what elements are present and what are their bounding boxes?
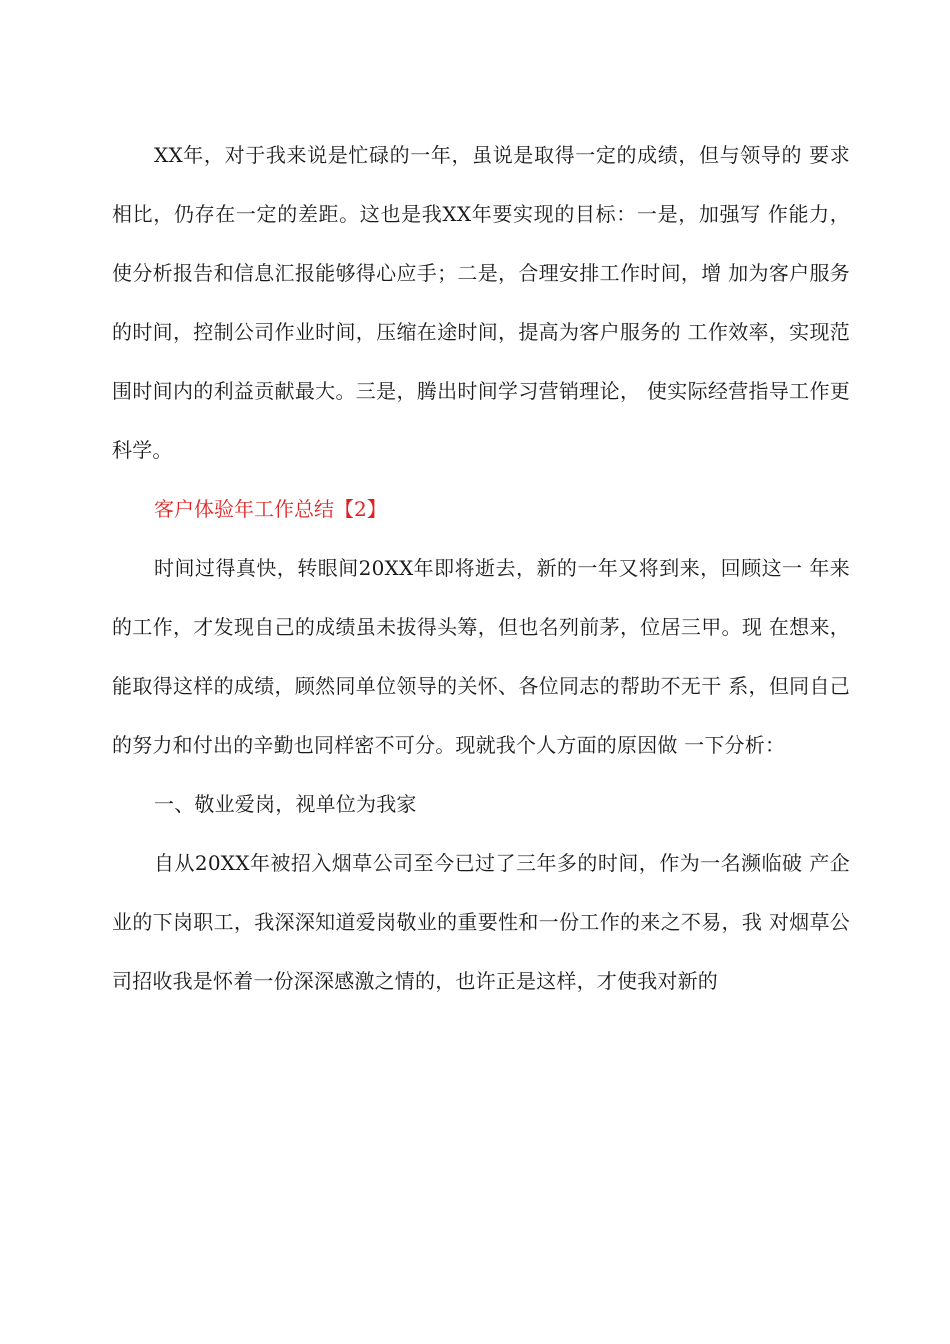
paragraph-review: 时间过得真快，转眼间20XX年即将逝去，新的一年又将到来，回顾这一 年来的工作，才发现自己的成绩虽未拔得头筹，但也名列前茅，位居三甲。现 在想来，能取得这样的成绩，顾然同单位领导的关怀、各位同志的帮助不无干 系，但同自己的努力和付出的辛勤也同样密不可分。现就我个人方面的原因做 一下分析： — [112, 556, 850, 757]
section-heading-summary-2: 客户体验年工作总结【2】 — [154, 497, 387, 521]
paragraph-employment: 自从20XX年被招入烟草公司至今已过了三年多的时间，作为一名濒临破 产企业的下岗职工，我深深知道爱岗敬业的重要性和一份工作的来之不易，我 对烟草公司招收我是怀着一份深深感激之情的，也许正是这样，才使我对新的 — [112, 851, 850, 993]
paragraph-goals: XX年，对于我来说是忙碌的一年，虽说是取得一定的成绩，但与领导的 要求相比，仍存在一定的差距。这也是我XX年要实现的目标：一是，加强写 作能力，使分析报告和信息汇报能够得心应手；二是，合理安排工作时间，增 加为客户服务的时间，控制公司作业时间，压缩在途时间，提高为客户服务的 工作效率，实现范围时间内的利益贡献最大。三是，腾出时间学习营销理论， 使实际经营指导工作更科学。 — [112, 143, 850, 462]
document-page — [112, 126, 850, 1011]
paragraph-subheading-dedication: 一、敬业爱岗，视单位为我家 — [154, 792, 417, 816]
